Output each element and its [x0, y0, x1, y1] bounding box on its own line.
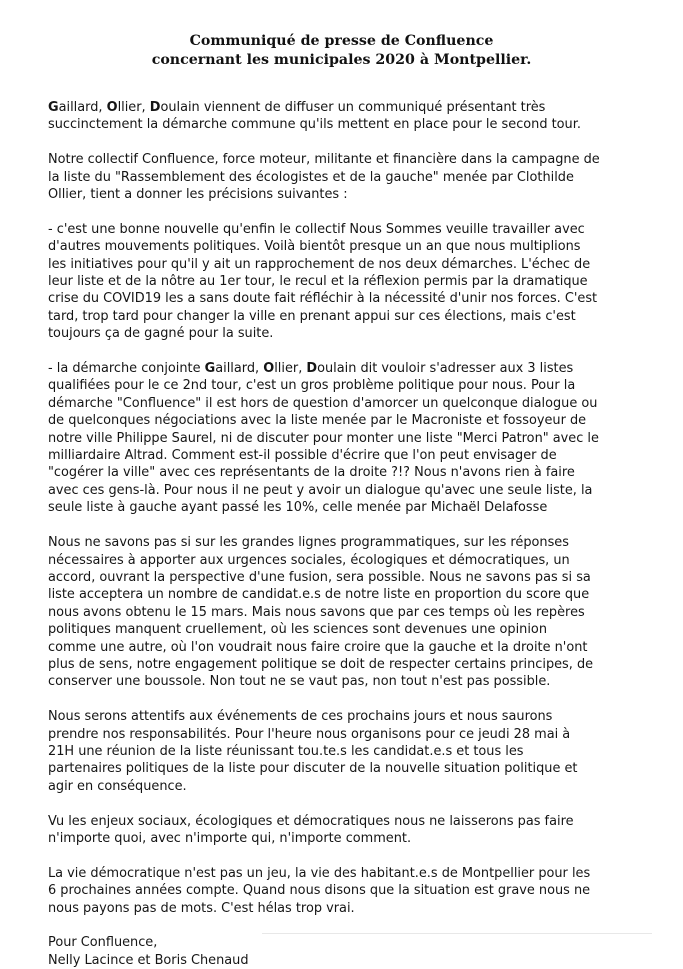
text-line: liste acceptera un nombre de candidat.e.s de notre liste en proportion du score que	[48, 587, 590, 603]
title-line: Communiqué de presse de Confluence	[189, 33, 494, 49]
text-line: La vie démocratique n'est pas un jeu, la vie des habitant.e.s de Montpellier pour les	[48, 865, 591, 881]
paragraph-reunion	[48, 708, 653, 795]
text-line: succinctement la démarche commune qu'ils mettent en place pour le second tour.	[48, 117, 581, 133]
signature	[48, 934, 653, 969]
text-line: n'importe quoi, avec n'importe qui, n'importe comment.	[48, 830, 412, 846]
text-line: d'autres mouvements politiques. Voilà bientôt presque un an que nous multiplions	[48, 239, 581, 255]
paragraph-enjeux	[48, 813, 653, 848]
initial-d: D	[306, 361, 318, 377]
text-line: - c'est une bonne nouvelle qu'enfin le collectif Nous Sommes veuille travailler avec	[48, 221, 585, 237]
text-line: de quelconques négociations avec la liste menée par le Macroniste et fossoyeur de	[48, 413, 587, 429]
text-line: crise du COVID19 les a sans doute fait réfléchir à la nécessité d'unir nos forces. C'est	[48, 291, 598, 307]
text-line: Notre collectif Confluence, force moteur, militante et financière dans la campagne de	[48, 152, 600, 168]
text-segment: aillard,	[215, 361, 264, 377]
text-segment: oulain dit vouloir s'adresser aux 3 listes	[317, 361, 574, 377]
text-line: nous avons obtenu le 15 mars. Mais nous savons que par ces temps où les repères	[48, 604, 585, 620]
text-line: politiques manquent cruellement, où les sciences sont devenues une opinion	[48, 622, 547, 638]
text-segment: oulain viennent de diffuser un communiqué présentant très	[160, 100, 546, 115]
text-line: toujours ça de gagné pour la suite.	[48, 326, 274, 342]
text-line: Nous serons attentifs aux événements de ces prochains jours et nous saurons	[48, 709, 553, 725]
paragraph-nous-sommes	[48, 221, 653, 343]
title-line: concernant les municipales 2020 à Montpellier.	[151, 52, 532, 68]
text-line: prendre nos responsabilités. Pour l'heure nous organisons pour ce jeudi 28 mai à	[48, 726, 571, 742]
initial-o: O	[106, 100, 118, 115]
text-line: conserver une boussole. Non tout ne se vaut pas, non tout n'est pas possible.	[48, 674, 551, 690]
paragraph-intro	[48, 99, 653, 134]
text-line: Nous ne savons pas si sur les grandes lignes programmatiques, sur les réponses	[48, 535, 569, 551]
text-line: Ollier, tient a donner les précisions suivantes :	[48, 187, 348, 203]
text-segment: aillard,	[58, 100, 107, 115]
text-line: 21H une réunion de la liste réunissant tou.te.s les candidat.e.s et tous les	[48, 743, 524, 759]
text-line: seule liste à gauche ayant passé les 10%, celle menée par Michaël Delafosse	[48, 500, 548, 516]
page-title	[0, 32, 683, 70]
text-line: nous payons pas de mots. C'est hélas trop vrai.	[48, 900, 355, 916]
text-line: partenaires politiques de la liste pour discuter de la nouvelle situation politique et	[48, 761, 578, 777]
paragraph-demarche-conjointe	[48, 360, 653, 517]
text-segment: llier,	[117, 100, 150, 115]
text-line: Vu les enjeux sociaux, écologiques et démocratiques nous ne laisserons pas faire	[48, 813, 574, 829]
press-release-body	[48, 99, 653, 969]
text-line: leur liste et de la nôtre au 1er tour, le recul et la réflexion permis par la dramatique	[48, 274, 588, 290]
paragraph-vie-democratique	[48, 865, 653, 917]
text-line: nécessaires à apporter aux urgences sociales, écologiques et démocratiques, un	[48, 552, 570, 568]
initial-o: O	[263, 361, 275, 377]
text-segment: llier,	[274, 361, 307, 377]
text-line: agir en conséquence.	[48, 778, 187, 794]
text-line	[48, 99, 653, 116]
text-line: démarche "Confluence" il est hors de question d'amorcer un quelconque dialogue ou	[48, 395, 598, 411]
text-line: accord, ouvrant la perspective d'une fusion, sera possible. Nous ne savons pas si sa	[48, 569, 591, 585]
text-line: comme une autre, où l'on voudrait nous faire croire que la gauche et la droite n'ont	[48, 639, 588, 655]
signature-names: Nelly Lacince et Boris Chenaud	[48, 952, 249, 968]
text-line: "cogérer la ville" avec ces représentants de la droite ?!? Nous n'avons rien à faire	[48, 465, 575, 481]
paragraph-collectif	[48, 151, 653, 203]
divider	[262, 933, 652, 934]
signature-line: Pour Confluence,	[48, 935, 158, 951]
text-line: plus de sens, notre engagement politique se doit de respecter certains principes, de	[48, 656, 594, 672]
text-line: 6 prochaines années compte. Quand nous disons que la situation est grave nous ne	[48, 883, 591, 899]
initial-d: D	[149, 100, 161, 115]
text-line: qualifiées pour le ce 2nd tour, c'est un gros problème politique pour nous. Pour la	[48, 378, 576, 394]
initial-g: G	[204, 361, 216, 377]
initial-g: G	[48, 100, 59, 115]
paragraph-programme	[48, 534, 653, 691]
text-line: la liste du "Rassemblement des écologistes et de la gauche" menée par Clothilde	[48, 169, 574, 185]
text-line: les initiatives pour qu'il y ait un rapprochement de nos deux démarches. L'échec de	[48, 256, 591, 272]
text-segment: - la démarche conjointe	[48, 361, 205, 377]
text-line: avec ces gens-là. Pour nous il ne peut y avoir un dialogue qu'avec une seule liste, la	[48, 482, 593, 498]
text-line: milliardaire Altrad. Comment est-il possible d'écrire que l'on peut envisager de	[48, 448, 557, 464]
text-line: tard, trop tard pour changer la ville en prenant appui sur ces élections, mais c'est	[48, 308, 576, 324]
text-line	[48, 360, 653, 377]
text-line: notre ville Philippe Saurel, ni de discuter pour monter une liste "Merci Patron" avec le	[48, 430, 599, 446]
